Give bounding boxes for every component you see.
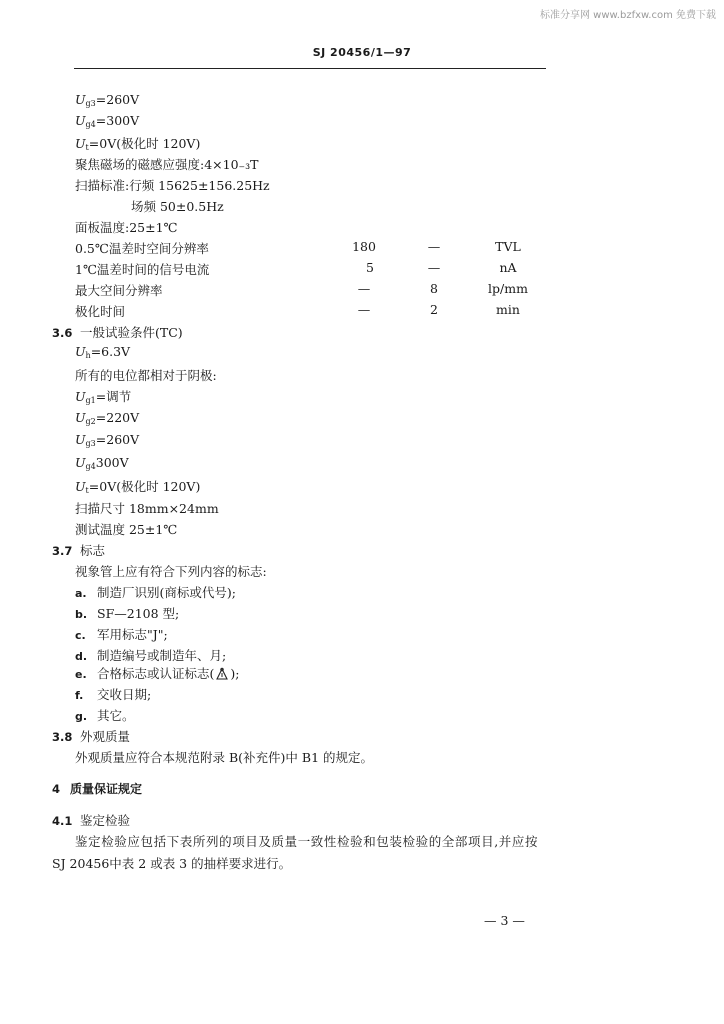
appearance-text: 外观质量应符合本规范附录 B(补充件)中 B1 的规定。: [75, 750, 373, 765]
table-row-name: 0.5℃温差时空间分辨率: [75, 241, 209, 256]
table-row-min: —: [357, 302, 371, 317]
header-rule: [74, 68, 546, 69]
section-3-7-heading: 3.7 标志: [52, 543, 106, 558]
test-temp: 测试温度 25±1℃: [75, 522, 178, 537]
param-ug3: $U_{g3}=260V$: [75, 92, 140, 108]
section-3-6-heading: 3.6 一般试验条件(TC): [52, 325, 183, 340]
table-row-unit: nA: [499, 260, 517, 275]
page-header: SJ 20456/1—97: [312, 46, 412, 59]
faceplate-temp: 面板温度:25±1℃: [75, 220, 178, 235]
watermark: 标准分享网 www.bzfxw.com 免费下载: [540, 10, 716, 21]
param-ut: $U_t=0V$(极化时 120V): [75, 136, 201, 152]
section-3-8-heading: 3.8 外观质量: [52, 729, 131, 744]
section-4-1-heading: 4.1 鉴定检验: [52, 813, 131, 828]
table-row-max: 2: [430, 302, 438, 317]
scan-line-freq: 扫描标准:行频 15625±156.25Hz: [75, 178, 270, 193]
param-ug3: $U_{g3}=260V$: [75, 432, 140, 448]
table-row-max: —: [427, 260, 441, 275]
list-item: a. 制造厂识别(商标或代号);: [75, 585, 236, 600]
table-row-min: 5: [366, 260, 374, 275]
list-item: e. 合格标志或认证标志( );: [75, 666, 240, 681]
qualification-text-2: SJ 20456中表 2 或表 3 的抽样要求进行。: [52, 856, 292, 871]
certification-mark-icon: [214, 667, 230, 681]
param-ug4: $U_{g4}300V$: [75, 455, 129, 471]
page-number: — 3 —: [484, 913, 525, 928]
table-row-name: 1℃温差时间的信号电流: [75, 262, 210, 277]
param-uh: $U_h=6.3V$: [75, 344, 131, 360]
list-item: d. 制造编号或制造年、月;: [75, 648, 227, 663]
focus-field: 聚焦磁场的磁感应强度:4×10₋₃T: [75, 157, 259, 172]
param-ug2: $U_{g2}=220V$: [75, 410, 140, 426]
scan-size: 扫描尺寸 18mm×24mm: [75, 501, 219, 516]
marking-intro: 视象管上应有符合下列内容的标志:: [75, 564, 267, 579]
list-item: g. 其它。: [75, 708, 135, 723]
table-row-max: 8: [430, 281, 438, 296]
table-row-unit: min: [496, 302, 520, 317]
potential-reference: 所有的电位都相对于阴极:: [75, 368, 217, 383]
table-row-unit: TVL: [495, 239, 521, 254]
list-item: c. 军用标志"J";: [75, 627, 168, 642]
table-row-unit: lp/mm: [488, 281, 528, 296]
table-row-max: —: [427, 239, 441, 254]
table-row-name: 极化时间: [75, 304, 126, 319]
table-row-min: 180: [352, 239, 376, 254]
param-ut: $U_t=0V$(极化时 120V): [75, 479, 201, 495]
table-row-name: 最大空间分辨率: [75, 283, 163, 298]
list-item: b. SF—2108 型;: [75, 606, 180, 621]
scan-field-freq: 场频 50±0.5Hz: [131, 199, 224, 214]
list-item: f. 交收日期;: [75, 687, 152, 702]
qualification-text-1: 鉴定检验应包括下表所列的项目及质量一致性检验和包装检验的全部项目,并应按: [75, 834, 539, 849]
table-row-min: —: [357, 281, 371, 296]
param-ug1: $U_{g1}=$调节: [75, 389, 132, 405]
param-ug4: $U_{g4}=300V$: [75, 113, 140, 129]
section-4-heading: 4 质量保证规定: [52, 782, 143, 796]
